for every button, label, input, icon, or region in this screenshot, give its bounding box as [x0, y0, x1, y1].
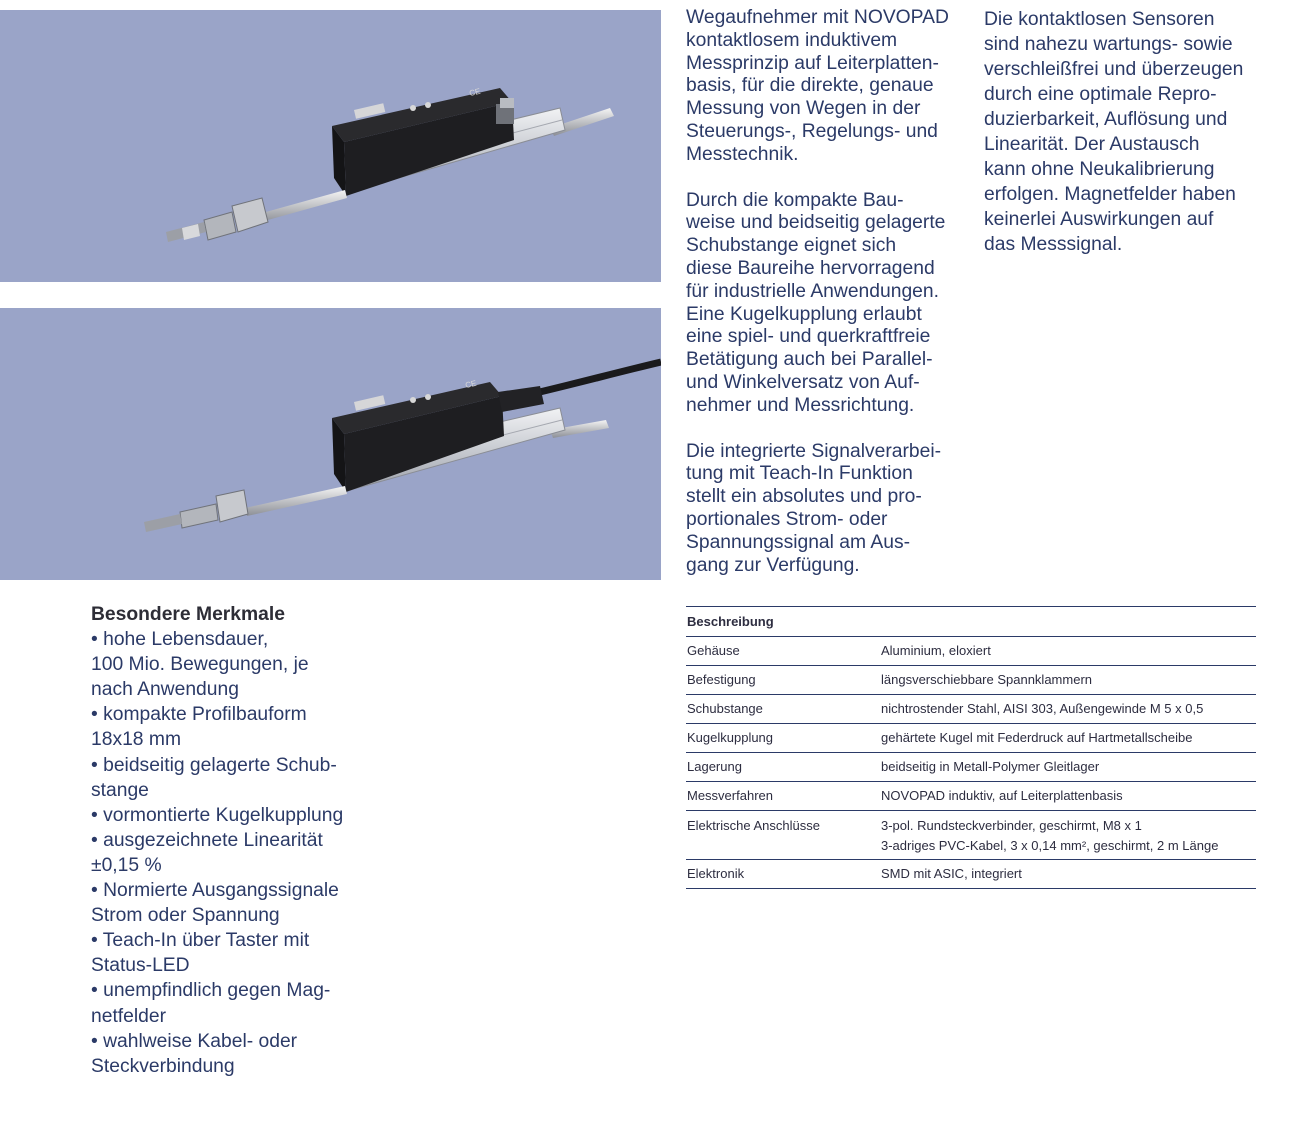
features-title: Besondere Merkmale [91, 604, 285, 625]
svg-text:CE: CE [468, 86, 482, 98]
table-row [686, 811, 1256, 860]
description-column-middle [686, 7, 971, 577]
sensor-paragraph: Die kontaktlosen Sensoren sind nahezu wartungs- sowie verschleißfrei und überzeugen durch eine optimale Repro- duzierbarkeit, Auflösung und Linearität. Der Austausch kann ohne Neukalibrierung erfolgen. Magnetfelder haben keinerlei Auswirkungen auf das Messsignal. [984, 9, 1244, 255]
spec-label: Befestigung [687, 672, 756, 687]
table-row [686, 637, 1256, 666]
spec-value: NOVOPAD induktiv, auf Leiterplattenbasis [881, 788, 1123, 803]
intro-paragraph: Wegaufnehmer mit NOVOPAD kontaktlosem induktivem Messprinzip auf Leiterplatten- basis, für die direkte, genaue Messung von Wegen in der Steuerungs-, Regelungs- und Messtechnik. [686, 7, 949, 165]
spec-value: beidseitig in Metall-Polymer Gleitlager [881, 759, 1100, 774]
spec-label: Lagerung [687, 759, 742, 774]
spec-value: gehärtete Kugel mit Federdruck auf Hartmetallscheibe [881, 730, 1193, 745]
table-row [686, 860, 1256, 889]
spec-label: Kugelkupplung [687, 730, 774, 745]
list-item: • wahlweise Kabel- oder Steckverbindung [91, 1030, 298, 1077]
list-item: • ausgezeichnete Linearität ±0,15 % [91, 829, 323, 876]
design-paragraph: Durch die kompakte Bau- weise und beidseitig gelagerte Schubstange eignet sich diese Baureihe hervorragend für industrielle Anwendungen. Eine Kugelkupplung erlaubt eine spiel- und querkraftfreie Betätigung auch bei Parallel- und Winkelversatz von Auf- nehmer und Messrichtung. [686, 189, 946, 416]
spec-value: längsverschiebbare Spannklammern [881, 672, 1093, 687]
list-item: • Teach-In über Taster mit Status-LED [91, 930, 310, 977]
sensor-cable-illustration [0, 308, 661, 580]
spec-value: 3-pol. Rundsteckverbinder, geschirmt, M8 x 1 3-adriges PVC-Kabel, 3 x 0,14 mm², geschirmt, 2 m Länge [881, 818, 1219, 853]
list-item: • beidseitig gelagerte Schub- stange [91, 754, 337, 801]
spec-label: Schubstange [687, 701, 763, 716]
table-row [686, 666, 1256, 695]
product-photo-cable [0, 308, 661, 580]
spec-table [686, 606, 1256, 889]
spec-value: Aluminium, eloxiert [881, 643, 991, 658]
table-row [686, 782, 1256, 811]
list-item: • hohe Lebensdauer, 100 Mio. Bewegungen, je nach Anwendung [91, 629, 309, 701]
product-photo-connector [0, 10, 661, 282]
table-row [686, 753, 1256, 782]
spec-label: Elektrische Anschlüsse [687, 818, 820, 833]
description-column-right [984, 7, 1274, 257]
list-item: • kompakte Profilbauform 18x18 mm [91, 704, 307, 751]
table-row [686, 695, 1256, 724]
spec-label: Messverfahren [687, 788, 773, 803]
spec-value: SMD mit ASIC, integriert [881, 866, 1022, 881]
svg-text:CE: CE [464, 378, 478, 390]
list-item: • vormontierte Kugelkupplung [91, 804, 344, 826]
signal-paragraph: Die integrierte Signalverarbei- tung mit Teach-In Funktion stellt ein absolutes und pro- portionales Strom- oder Spannungssignal am Aus- gang zur Verfügung. [686, 440, 942, 576]
spec-label: Elektronik [687, 866, 745, 881]
list-item: • Normierte Ausgangssignale Strom oder Spannung [91, 880, 339, 927]
spec-value: nichtrostender Stahl, AISI 303, Außengewinde M 5 x 0,5 [881, 701, 1204, 716]
spec-label: Gehäuse [687, 643, 740, 658]
features-list [91, 602, 391, 1079]
table-row [686, 724, 1256, 753]
sensor-connector-illustration [0, 10, 661, 282]
list-item: • unempfindlich gegen Mag- netfelder [91, 980, 331, 1027]
spec-table-header: Beschreibung [686, 607, 1256, 637]
